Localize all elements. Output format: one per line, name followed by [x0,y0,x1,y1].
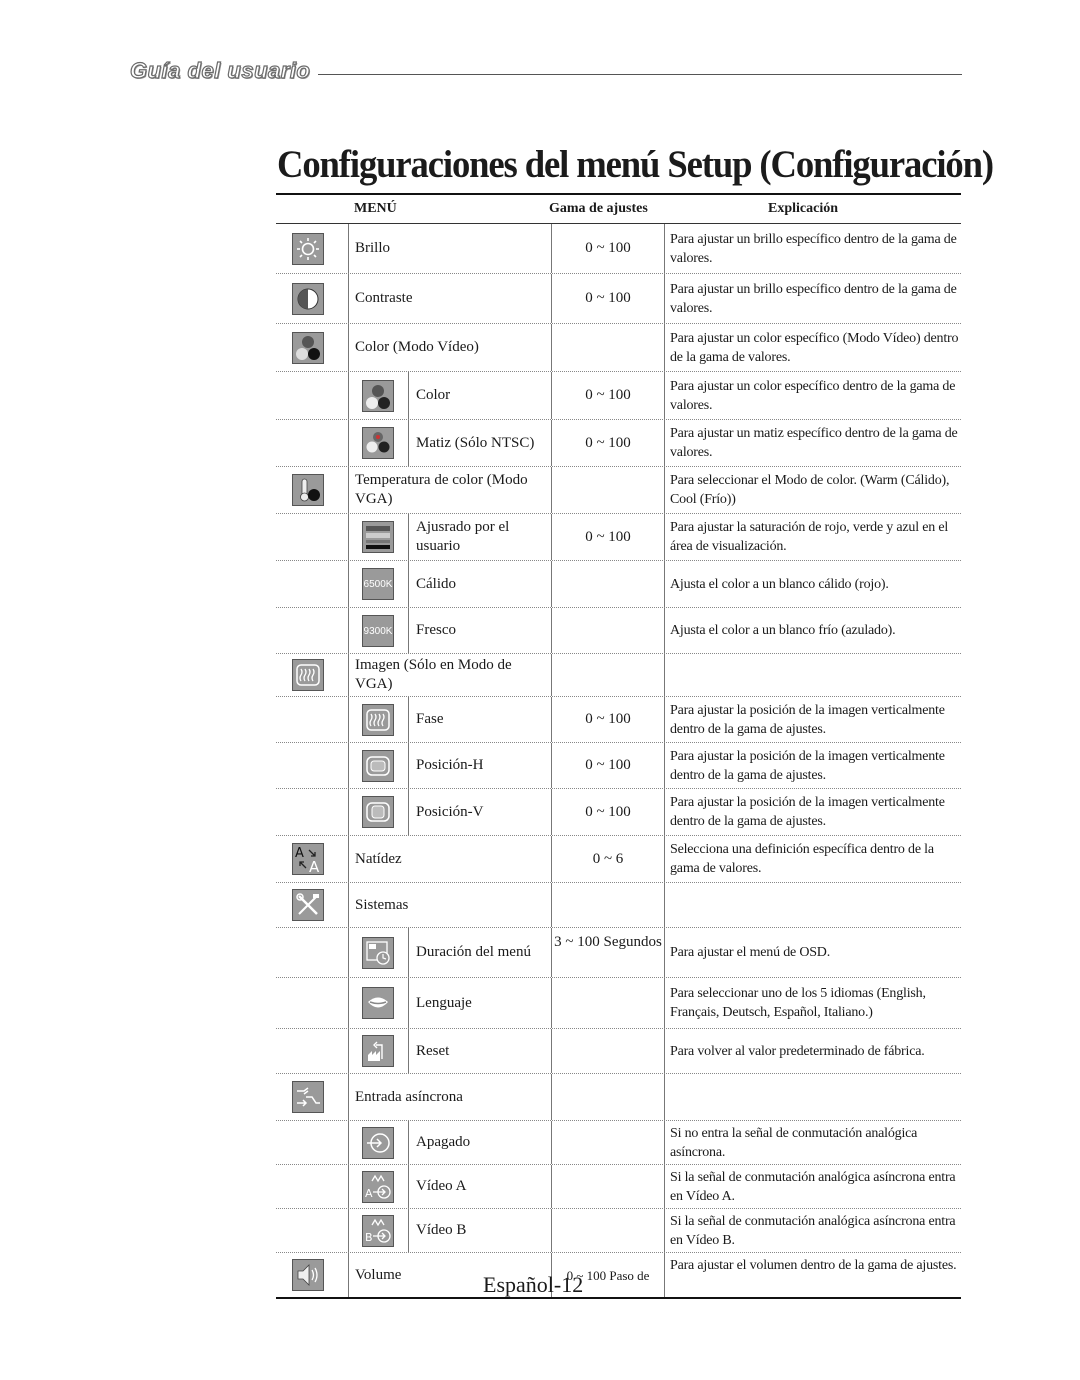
svg-text:B: B [365,1231,373,1244]
svg-text:A: A [365,1187,373,1200]
column-divider [348,1165,349,1208]
explanation-text: Para ajustar la saturación de rojo, verde y azul en el área de visualización. [670,520,949,554]
column-divider [408,1121,409,1164]
color-icon [292,332,324,364]
range-value: 0 ~ 100 [585,435,631,451]
column-divider [408,1209,409,1252]
column-divider [551,836,552,882]
column-divider [348,743,349,788]
menu-item-label: Natídez [355,851,402,867]
explanation-text: Si la señal de conmutación analógica asíncrona entra en Vídeo B. [670,1214,956,1248]
video-b-icon [362,1215,394,1247]
explanation-text: Para ajustar un color específico (Modo Vídeo) dentro de la gama de valores. [670,331,959,365]
menu-item-label: Brillo [355,240,391,256]
column-divider [664,514,665,560]
table-row [276,883,961,928]
column-divider [408,743,409,788]
column-divider [664,743,665,788]
v-position-icon [362,796,394,828]
column-divider [408,1165,409,1208]
contrast-icon [292,283,324,315]
menu-item-label: Reset [416,1043,450,1059]
table-body [276,224,961,1299]
column-divider [664,1074,665,1120]
table-row [276,1253,961,1299]
table-row [276,654,961,697]
column-divider [664,789,665,835]
range-value: 0 ~ 100 [585,804,631,820]
image-icon [292,659,324,691]
explanation-text: Para seleccionar uno de los 5 idiomas (English, Français, Deutsch, Español, Italiano.) [670,986,926,1020]
table-header [276,193,961,224]
table-row [276,561,961,608]
range-value: 3 ~ 100 Segundos [554,934,662,950]
page-number: Español-12 [483,1272,584,1297]
menu-item-label: Lenguaje [416,995,472,1011]
explanation-text: Para ajustar la posición de la imagen verticalmente dentro de la gama de ajustes. [670,749,945,783]
explanation-text: Si la señal de conmutación analógica asíncrona entra en Vídeo A. [670,1170,956,1204]
reset-icon [362,1035,394,1067]
explanation-text: Si no entra la señal de conmutación analógica asíncrona. [670,1126,918,1160]
column-divider [551,654,552,696]
column-divider [664,1165,665,1208]
column-divider [551,224,552,273]
column-divider [551,1209,552,1252]
column-divider [348,274,349,323]
video-a-icon [362,1171,394,1203]
header-rule [318,74,962,75]
column-divider [664,928,665,977]
column-divider [551,324,552,371]
column-divider [664,561,665,607]
column-divider [664,324,665,371]
menu-duration-icon [362,937,394,969]
explanation-text: Selecciona una definición específica dentro de la gama de valores. [670,842,934,876]
range-value: 0 ~ 6 [592,851,624,867]
settings-table [276,193,961,1299]
column-divider [348,836,349,882]
column-divider [664,467,665,513]
table-row [276,372,961,420]
column-divider [408,420,409,466]
column-divider [664,836,665,882]
guide-header [130,58,962,88]
svg-text:A: A [295,846,304,861]
range-value: 0 ~ 100 [585,757,631,773]
column-divider [408,372,409,419]
table-row [276,836,961,883]
h-position-icon [362,750,394,782]
column-divider [664,420,665,466]
column-divider [664,654,665,696]
column-divider [664,608,665,653]
menu-item-label: Color [416,387,451,403]
table-row [276,224,961,274]
menu-item-label: Color (Modo Vídeo) [355,339,479,355]
column-divider [551,274,552,323]
column-divider [348,883,349,927]
column-divider [348,928,349,977]
page-title: Configuraciones del menú Setup (Configuración) [277,143,993,186]
column-divider [664,372,665,419]
table-row [276,608,961,654]
column-divider [348,1209,349,1252]
column-divider [551,928,552,977]
table-row [276,1209,961,1253]
column-divider [551,1074,552,1120]
menu-item-label: Cálido [416,576,456,592]
explanation-text: Para ajustar el volumen dentro de la gama de ajustes. [670,1258,957,1273]
column-divider [348,789,349,835]
column-divider [348,697,349,742]
table-row [276,743,961,789]
column-divider [551,420,552,466]
column-divider [551,743,552,788]
column-divider [348,608,349,653]
table-row [276,467,961,514]
range-value: 0 ~ 100 [585,290,631,306]
column-divider [551,1121,552,1164]
menu-item-label: Apagado [416,1134,471,1150]
column-divider [551,883,552,927]
column-divider [551,608,552,653]
explanation-text: Para ajustar la posición de la imagen verticalmente dentro de la gama de ajustes. [670,703,945,737]
explanation-text: Para ajustar el menú de OSD. [670,945,831,960]
column-divider [348,978,349,1028]
column-divider [348,654,349,696]
menu-item-label: Temperatura de color (Modo VGA) [355,472,528,507]
column-divider [664,1253,665,1297]
tools-icon [292,889,324,921]
column-divider [408,978,409,1028]
range-value: 0 ~ 100 [585,529,631,545]
menu-item-label: Imagen (Sólo en Modo de VGA) [355,657,512,692]
column-divider [664,274,665,323]
column-divider [348,324,349,371]
explanation-text: Para volver al valor predeterminado de fábrica. [670,1044,925,1059]
brightness-icon [292,233,324,265]
9300k-icon [362,615,394,647]
explanation-text: Para ajustar la posición de la imagen verticalmente dentro de la gama de ajustes. [670,795,945,829]
explanation-text: Para seleccionar el Modo de color. (Warm (Cálido), Cool (Frío)) [670,473,950,507]
guide-label: Guía del usuario [130,58,311,83]
table-row [276,1121,961,1165]
explanation-text: Ajusta el color a un blanco cálido (rojo). [670,577,889,592]
column-divider [348,420,349,466]
menu-item-label: Vídeo A [416,1178,467,1194]
column-divider [664,224,665,273]
column-divider [408,697,409,742]
column-divider [551,561,552,607]
table-row [276,1029,961,1074]
async-input-icon [292,1081,324,1113]
column-divider [348,514,349,560]
menu-item-label: Ajusrado por el usuario [416,519,510,554]
column-divider [348,1029,349,1073]
column-divider [551,697,552,742]
range-value: 0 ~ 100 [585,387,631,403]
column-divider [348,1074,349,1120]
column-divider [408,608,409,653]
svg-text:A: A [309,858,320,874]
column-divider [551,1029,552,1073]
column-divider [408,514,409,560]
column-divider [664,1121,665,1164]
menu-item-label: Duración del menú [416,944,531,960]
sharpness-icon [292,843,324,875]
tint-icon [362,427,394,459]
icon-label: 9300K [363,625,393,637]
table-row [276,1165,961,1209]
table-row [276,978,961,1029]
table-row [276,420,961,467]
phase-icon [362,704,394,736]
column-divider [408,928,409,977]
header-range: Gama de ajustes [549,201,648,216]
table-row [276,274,961,324]
user-adjust-icon [362,521,394,553]
column-divider [348,224,349,273]
column-divider [408,789,409,835]
table-row [276,928,961,978]
header-explanation: Explicación [768,201,839,216]
column-divider [348,1253,349,1297]
menu-item-label: Volume [355,1267,402,1283]
column-divider [408,561,409,607]
column-divider [551,372,552,419]
column-divider [408,1029,409,1073]
header-menu: MENÚ [354,201,397,216]
table-row [276,697,961,743]
column-divider [348,1121,349,1164]
range-value: 0 ~ 100 Paso de [566,1268,650,1283]
menu-item-label: Contraste [355,290,413,306]
volume-icon [292,1259,324,1291]
menu-item-label: Posición-H [416,757,484,773]
menu-item-label: Fase [416,711,444,727]
language-icon [362,987,394,1019]
column-divider [348,467,349,513]
table-row [276,514,961,561]
explanation-text: Ajusta el color a un blanco frío (azulado). [670,623,896,638]
table-row [276,1074,961,1121]
menu-item-label: Vídeo B [416,1222,467,1238]
menu-item-label: Sistemas [355,897,409,913]
off-icon [362,1127,394,1159]
column-divider [664,697,665,742]
menu-item-label: Posición-V [416,804,484,820]
explanation-text: Para ajustar un matiz específico dentro de la gama de valores. [670,426,958,460]
column-divider [664,1029,665,1073]
menu-item-label: Matiz (Sólo NTSC) [416,435,535,451]
column-divider [551,514,552,560]
color-sub-icon [362,380,394,412]
explanation-text: Para ajustar un brillo específico dentro de la gama de valores. [670,232,957,266]
explanation-text: Para ajustar un brillo específico dentro de la gama de valores. [670,282,957,316]
column-divider [348,561,349,607]
column-divider [551,467,552,513]
column-divider [348,372,349,419]
menu-item-label: Fresco [416,622,456,638]
column-divider [551,1165,552,1208]
icon-label: 6500K [363,578,393,590]
6500k-icon [362,568,394,600]
menu-item-label: Entrada asíncrona [355,1089,463,1105]
table-row [276,789,961,836]
column-divider [664,1209,665,1252]
column-divider [664,883,665,927]
explanation-text: Para ajustar un color específico dentro de la gama de valores. [670,379,956,413]
range-value: 0 ~ 100 [585,711,631,727]
column-divider [551,978,552,1028]
color-temperature-icon [292,474,324,506]
column-divider [664,978,665,1028]
column-divider [551,789,552,835]
table-row [276,324,961,372]
range-value: 0 ~ 100 [585,240,631,256]
